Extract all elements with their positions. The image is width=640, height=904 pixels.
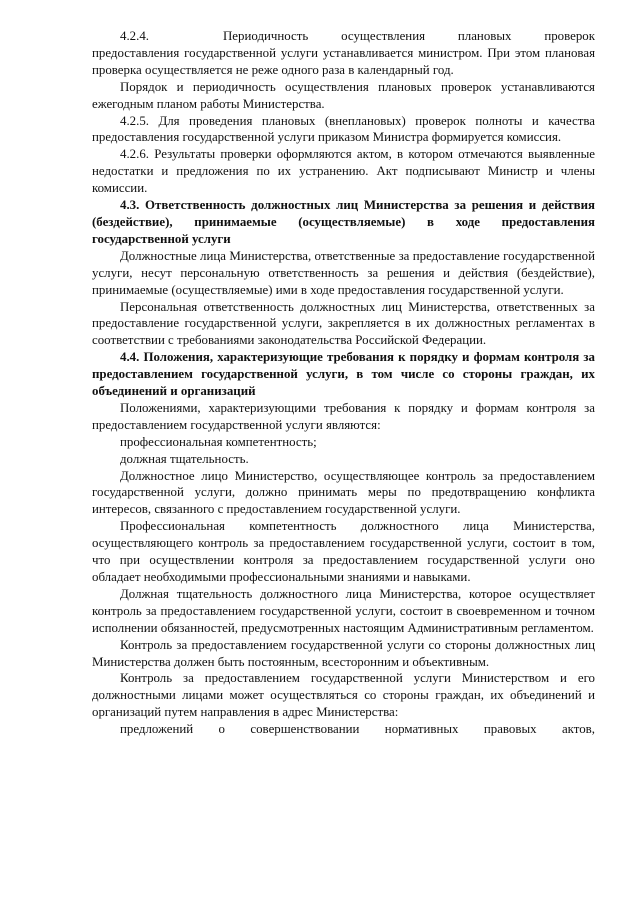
paragraph-personal-responsibility: Персональная ответственность должностных лиц Министерства, ответственных за предоставление государственной услуги, закрепляется в их должностных регламентах в соответствии с требованиями законодательства Российской Федерации. — [92, 299, 595, 348]
document-page — [92, 28, 595, 738]
list-item-competence: профессиональная компетентность; — [120, 434, 317, 449]
paragraph-4-2-4 — [92, 28, 595, 79]
paragraph-due-diligence: Должная тщательность должностного лица Министерства, которое осуществляет контроль за предоставлением государственной услуги, состоит в своевременном и точном исполнении обязанностей, предусмотренных настоящим Административным регламентом. — [92, 586, 595, 635]
list-item-diligence: должная тщательность. — [120, 451, 249, 466]
paragraph-control-provisions: Положениями, характеризующими требования к порядку и формам контроля за предоставлением государственной услуги являются: — [92, 400, 595, 432]
section-heading-4-4: 4.4. Положения, характеризующие требования к порядку и формам контроля за предоставлением государственной услуги, в том числе со стороны граждан, их объединений и организаций — [92, 350, 595, 399]
paragraph-4-2-5: 4.2.5. Для проведения плановых (внеплановых) проверок полноты и качества предоставления государственной услуги приказом Министра формируется комиссия. — [92, 113, 595, 145]
section-heading-4-3: 4.3. Ответственность должностных лиц Министерства за решения и действия (бездействие), принимаемые (осуществляемые) в ходе предоставления государственной услуги — [92, 198, 595, 246]
clause-number: 4.2.4. — [120, 29, 150, 43]
paragraph-citizen-control: Контроль за предоставлением государственной услуги Министерством и его должностными лицами может осуществляться со стороны граждан, их объединений и организаций путем направления в адрес Министерства: — [92, 671, 595, 720]
paragraph-professional-competence: Профессиональная компетентность должностного лица Министерства, осуществляющего контроль за предоставлением государственной услуги, состоит в том, что при осуществлении контроля за предоставлением государственной услуги оно обладает необходимыми профессиональными знаниями и навыками. — [92, 519, 595, 584]
paragraph-conflict-of-interest: Должностное лицо Министерство, осуществляющее контроль за предоставлением государственной услуги, должно принимать меры по предотвращению конфликта интересов, связанного с предоставлением государственной услуги. — [92, 468, 595, 517]
paragraph-planned-checks: Порядок и периодичность осуществления плановых проверок устанавливаются ежегодным планом работы Министерства. — [92, 79, 595, 111]
paragraph-proposals: предложений о совершенствовании нормативных правовых актов, — [120, 722, 595, 737]
paragraph-officials-responsibility: Должностные лица Министерства, ответственные за предоставление государственной услуги, несут персональную ответственность за решения и действия (бездействие), принимаемые (осуществляемые) ими в ходе предоставления государственной услуги. — [92, 248, 595, 297]
paragraph-control-constant: Контроль за предоставлением государственной услуги со стороны должностных лиц Министерства должен быть постоянным, всесторонним и объективным. — [92, 637, 595, 669]
paragraph-4-2-6: 4.2.6. Результаты проверки оформляются актом, в котором отмечаются выявленные недостатки и предложения по их устранению. Акт подписывают Министр и члены комиссии. — [92, 147, 595, 196]
paragraph-text: Периодичность осуществления плановых проверок предоставления государственной услуги устанавливается министром. При этом плановая проверка осуществляется не реже одного раза в календарный год. — [92, 29, 595, 77]
